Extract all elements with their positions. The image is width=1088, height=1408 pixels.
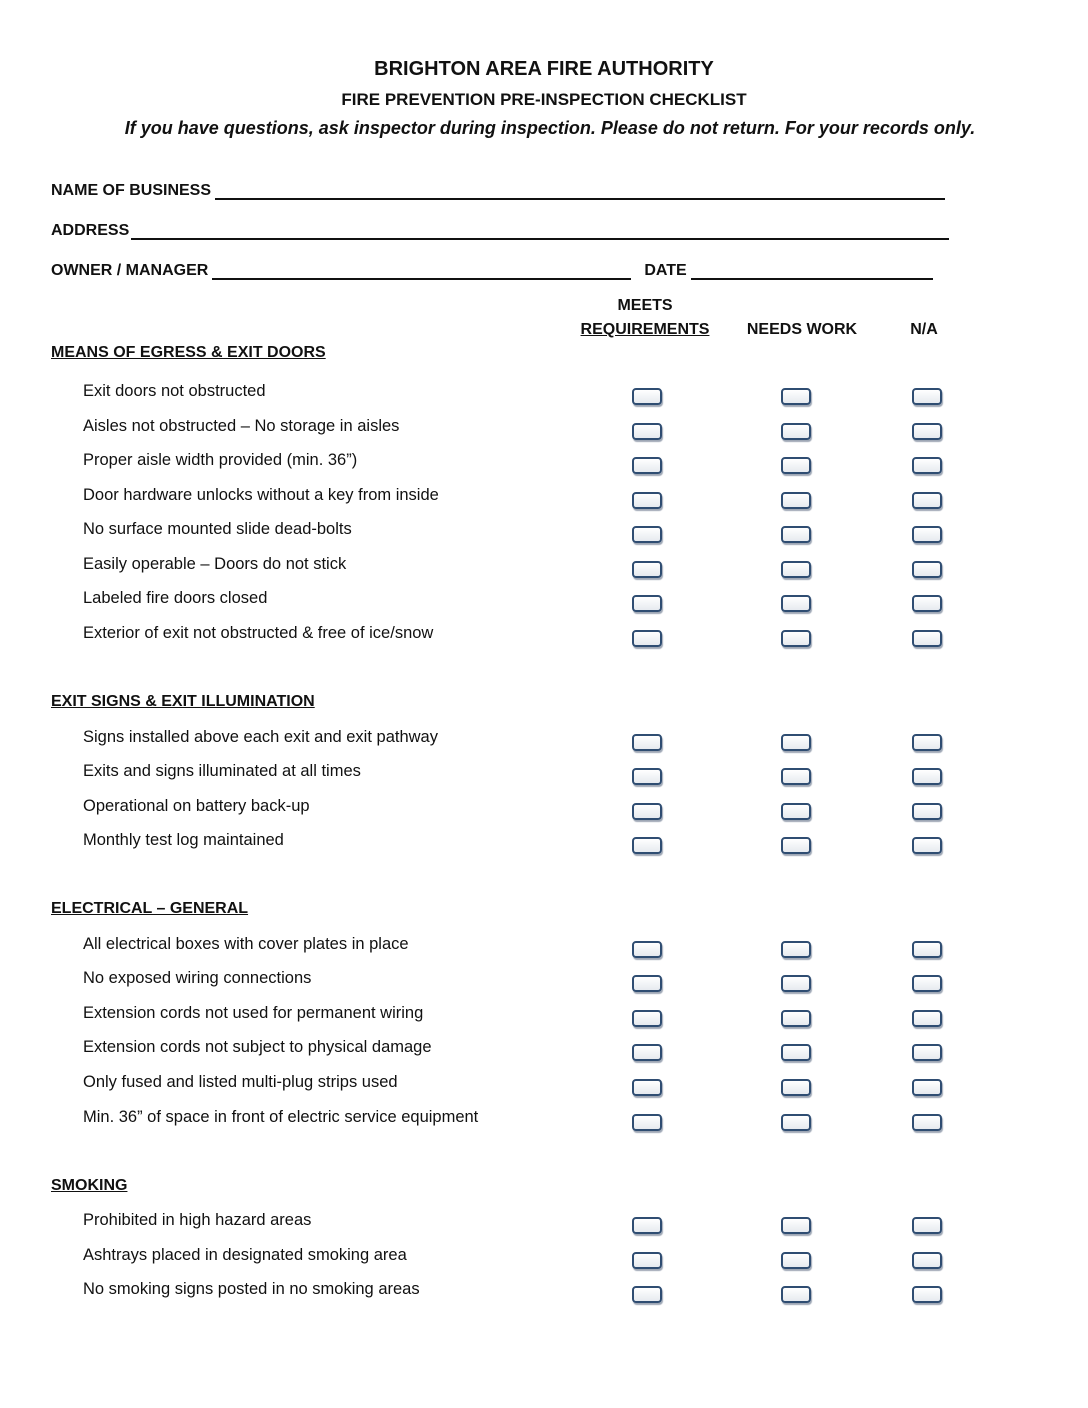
business-name-field[interactable] <box>215 180 945 200</box>
business-name-label: NAME OF BUSINESS <box>51 182 212 199</box>
business-name-row <box>51 176 945 200</box>
checklist-item-label: Only fused and listed multi-plug strips used <box>83 1073 398 1091</box>
needs-work-checkbox[interactable] <box>781 1286 811 1303</box>
section-title: EXIT SIGNS & EXIT ILLUMINATION <box>51 693 315 710</box>
date-field[interactable] <box>691 260 933 280</box>
needs-work-checkbox[interactable] <box>781 734 811 751</box>
owner-manager-label: OWNER / MANAGER <box>51 262 209 279</box>
checklist-item-label: Ashtrays placed in designated smoking area <box>83 1246 407 1264</box>
checklist-item-label: Monthly test log maintained <box>83 831 284 849</box>
meets-requirements-checkbox[interactable] <box>632 526 662 543</box>
meets-requirements-checkbox[interactable] <box>632 388 662 405</box>
column-header-meets-line1: MEETS <box>617 297 673 314</box>
checklist-item-label: Door hardware unlocks without a key from inside <box>83 486 439 504</box>
na-checkbox[interactable] <box>912 803 942 820</box>
organization-title: BRIGHTON AREA FIRE AUTHORITY <box>374 58 714 80</box>
needs-work-checkbox[interactable] <box>781 1044 811 1061</box>
checklist-item-label: No surface mounted slide dead-bolts <box>83 520 352 538</box>
meets-requirements-checkbox[interactable] <box>632 1079 662 1096</box>
address-label: ADDRESS <box>51 222 130 239</box>
form-title: FIRE PREVENTION PRE-INSPECTION CHECKLIST <box>341 90 747 109</box>
checklist-item-label: Prohibited in high hazard areas <box>83 1211 312 1229</box>
instructions-note: If you have questions, ask inspector during inspection. Please do not return. For your records only. <box>124 118 976 138</box>
checklist-item-label: Labeled fire doors closed <box>83 589 268 607</box>
na-checkbox[interactable] <box>912 1217 942 1234</box>
na-checkbox[interactable] <box>912 1079 942 1096</box>
meets-requirements-checkbox[interactable] <box>632 492 662 509</box>
section-title: MEANS OF EGRESS & EXIT DOORS <box>51 344 326 361</box>
na-checkbox[interactable] <box>912 768 942 785</box>
needs-work-checkbox[interactable] <box>781 941 811 958</box>
needs-work-checkbox[interactable] <box>781 1079 811 1096</box>
needs-work-checkbox[interactable] <box>781 526 811 543</box>
na-checkbox[interactable] <box>912 1286 942 1303</box>
na-checkbox[interactable] <box>912 1044 942 1061</box>
date-label: DATE <box>644 262 687 279</box>
na-checkbox[interactable] <box>912 595 942 612</box>
na-checkbox[interactable] <box>912 734 942 751</box>
column-header-needs-work: NEEDS WORK <box>746 321 858 338</box>
section-title: ELECTRICAL – GENERAL <box>51 900 249 917</box>
meets-requirements-checkbox[interactable] <box>632 941 662 958</box>
na-checkbox[interactable] <box>912 388 942 405</box>
needs-work-checkbox[interactable] <box>781 837 811 854</box>
column-header-meets-line2: REQUIREMENTS <box>580 321 710 338</box>
na-checkbox[interactable] <box>912 423 942 440</box>
na-checkbox[interactable] <box>912 1010 942 1027</box>
needs-work-checkbox[interactable] <box>781 561 811 578</box>
address-field[interactable] <box>131 220 949 240</box>
na-checkbox[interactable] <box>912 457 942 474</box>
meets-requirements-checkbox[interactable] <box>632 630 662 647</box>
meets-requirements-checkbox[interactable] <box>632 1286 662 1303</box>
meets-requirements-checkbox[interactable] <box>632 734 662 751</box>
na-checkbox[interactable] <box>912 975 942 992</box>
checklist-item-label: Proper aisle width provided (min. 36”) <box>83 451 358 469</box>
section-title: SMOKING <box>51 1177 128 1194</box>
meets-requirements-checkbox[interactable] <box>632 975 662 992</box>
checklist-item-label: Signs installed above each exit and exit pathway <box>83 728 438 746</box>
needs-work-checkbox[interactable] <box>781 1114 811 1131</box>
owner-manager-field[interactable] <box>212 260 631 280</box>
checklist-item-label: Easily operable – Doors do not stick <box>83 555 347 573</box>
needs-work-checkbox[interactable] <box>781 1252 811 1269</box>
meets-requirements-checkbox[interactable] <box>632 1044 662 1061</box>
needs-work-checkbox[interactable] <box>781 595 811 612</box>
meets-requirements-checkbox[interactable] <box>632 457 662 474</box>
checklist-item-label: Exit doors not obstructed <box>83 382 266 400</box>
meets-requirements-checkbox[interactable] <box>632 1114 662 1131</box>
checklist-item-label: All electrical boxes with cover plates in place <box>83 935 409 953</box>
meets-requirements-checkbox[interactable] <box>632 1010 662 1027</box>
na-checkbox[interactable] <box>912 561 942 578</box>
needs-work-checkbox[interactable] <box>781 388 811 405</box>
checklist-item-label: No exposed wiring connections <box>83 969 312 987</box>
na-checkbox[interactable] <box>912 630 942 647</box>
na-checkbox[interactable] <box>912 1252 942 1269</box>
checklist-item-label: Aisles not obstructed – No storage in aisles <box>83 417 400 435</box>
address-row <box>51 216 949 240</box>
meets-requirements-checkbox[interactable] <box>632 423 662 440</box>
meets-requirements-checkbox[interactable] <box>632 595 662 612</box>
meets-requirements-checkbox[interactable] <box>632 561 662 578</box>
column-header-na: N/A <box>910 321 938 338</box>
na-checkbox[interactable] <box>912 492 942 509</box>
na-checkbox[interactable] <box>912 941 942 958</box>
needs-work-checkbox[interactable] <box>781 1217 811 1234</box>
meets-requirements-checkbox[interactable] <box>632 1252 662 1269</box>
meets-requirements-checkbox[interactable] <box>632 768 662 785</box>
checklist-item-label: Extension cords not subject to physical damage <box>83 1038 432 1056</box>
checklist-item-label: Operational on battery back-up <box>83 797 310 815</box>
na-checkbox[interactable] <box>912 837 942 854</box>
checklist-item-label: Exterior of exit not obstructed & free of ice/snow <box>83 624 434 642</box>
checklist-item-label: Min. 36” of space in front of electric service equipment <box>83 1108 479 1126</box>
needs-work-checkbox[interactable] <box>781 803 811 820</box>
needs-work-checkbox[interactable] <box>781 492 811 509</box>
column-header-meets-requirements <box>570 294 720 342</box>
checklist-item-label: Extension cords not used for permanent wiring <box>83 1004 424 1022</box>
owner-date-row <box>51 256 933 280</box>
meets-requirements-checkbox[interactable] <box>632 1217 662 1234</box>
na-checkbox[interactable] <box>912 526 942 543</box>
needs-work-checkbox[interactable] <box>781 457 811 474</box>
needs-work-checkbox[interactable] <box>781 768 811 785</box>
meets-requirements-checkbox[interactable] <box>632 803 662 820</box>
needs-work-checkbox[interactable] <box>781 975 811 992</box>
needs-work-checkbox[interactable] <box>781 630 811 647</box>
needs-work-checkbox[interactable] <box>781 423 811 440</box>
checklist-item-label: No smoking signs posted in no smoking areas <box>83 1280 420 1298</box>
checklist-item-label: Exits and signs illuminated at all times <box>83 762 361 780</box>
na-checkbox[interactable] <box>912 1114 942 1131</box>
meets-requirements-checkbox[interactable] <box>632 837 662 854</box>
needs-work-checkbox[interactable] <box>781 1010 811 1027</box>
